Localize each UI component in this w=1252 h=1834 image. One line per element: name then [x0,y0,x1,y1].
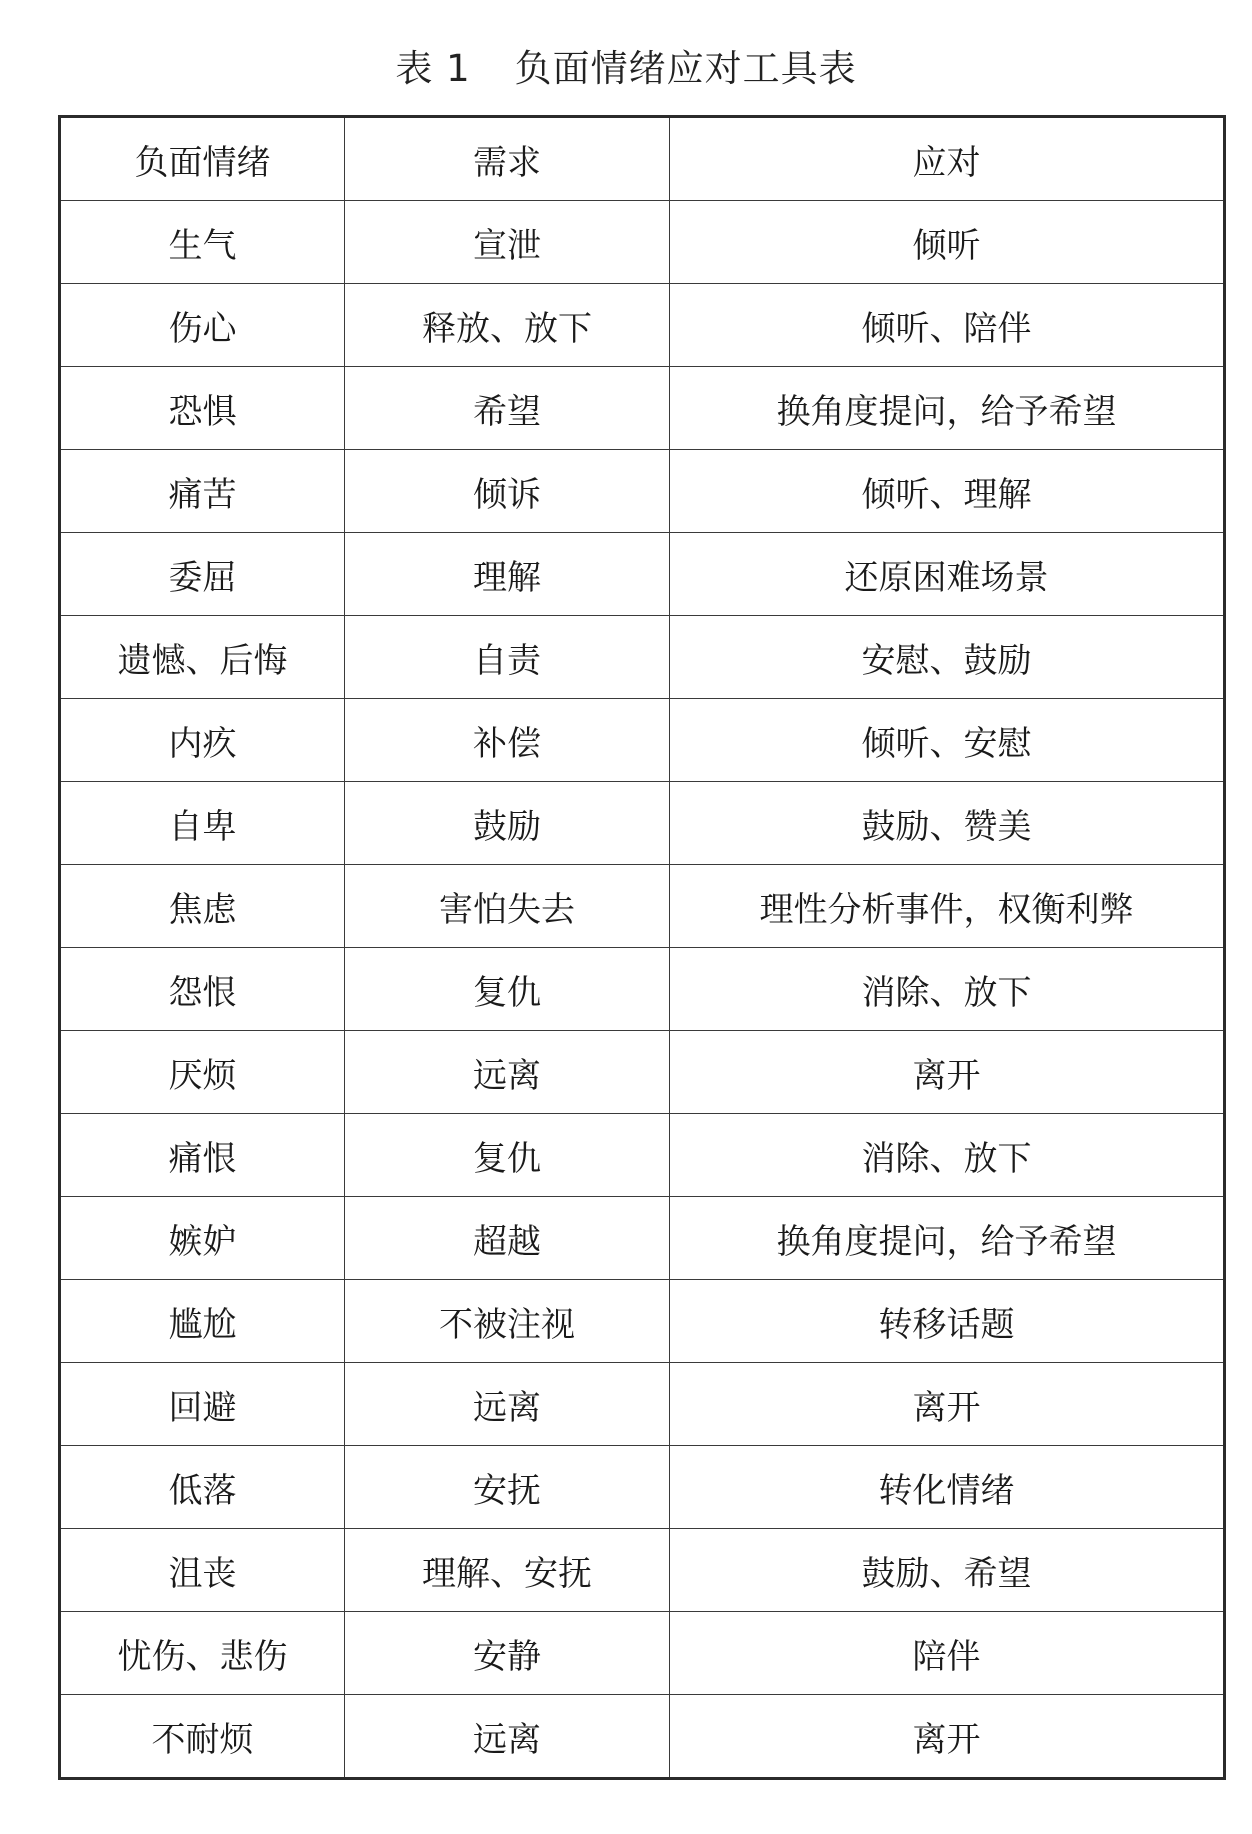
cell-emotion: 痛苦 [60,450,345,533]
table-row [60,1114,1225,1197]
cell-need: 希望 [345,367,670,450]
cell-need: 远离 [345,1695,670,1779]
cell-emotion: 沮丧 [60,1529,345,1612]
cell-response: 换角度提问，给予希望 [670,367,1225,450]
table-row [60,1031,1225,1114]
cell-emotion: 内疚 [60,699,345,782]
cell-response: 倾听 [670,201,1225,284]
cell-need: 理解、安抚 [345,1529,670,1612]
cell-response: 还原困难场景 [670,533,1225,616]
table-row [60,1446,1225,1529]
table-row [60,1280,1225,1363]
cell-emotion: 嫉妒 [60,1197,345,1280]
cell-emotion: 委屈 [60,533,345,616]
cell-need: 远离 [345,1363,670,1446]
cell-response: 换角度提问，给予希望 [670,1197,1225,1280]
cell-need: 远离 [345,1031,670,1114]
header-response: 应对 [670,117,1225,201]
cell-emotion: 尴尬 [60,1280,345,1363]
cell-emotion: 厌烦 [60,1031,345,1114]
cell-emotion: 恐惧 [60,367,345,450]
table-row [60,1197,1225,1280]
cell-emotion: 自卑 [60,782,345,865]
table-row [60,284,1225,367]
cell-response: 鼓励、赞美 [670,782,1225,865]
cell-need: 安抚 [345,1446,670,1529]
cell-need: 复仇 [345,948,670,1031]
cell-response: 离开 [670,1031,1225,1114]
header-need: 需求 [345,117,670,201]
cell-need: 复仇 [345,1114,670,1197]
cell-emotion: 回避 [60,1363,345,1446]
table-caption [0,38,1252,92]
table-row [60,616,1225,699]
cell-need: 理解 [345,533,670,616]
cell-emotion: 忧伤、悲伤 [60,1612,345,1695]
table-row [60,201,1225,284]
cell-response: 转化情绪 [670,1446,1225,1529]
cell-emotion: 痛恨 [60,1114,345,1197]
cell-response: 安慰、鼓励 [670,616,1225,699]
cell-need: 补偿 [345,699,670,782]
table-row [60,782,1225,865]
table-row [60,1612,1225,1695]
cell-response: 鼓励、希望 [670,1529,1225,1612]
header-row [60,117,1225,201]
table-title: 负面情绪应对工具表 [514,47,857,90]
cell-need: 安静 [345,1612,670,1695]
table-row [60,367,1225,450]
cell-emotion: 不耐烦 [60,1695,345,1779]
cell-response: 离开 [670,1363,1225,1446]
table-row [60,1529,1225,1612]
cell-need: 超越 [345,1197,670,1280]
cell-need: 倾诉 [345,450,670,533]
cell-response: 离开 [670,1695,1225,1779]
emotion-coping-table [58,115,1226,1780]
table-row [60,450,1225,533]
cell-response: 转移话题 [670,1280,1225,1363]
table-number: 表 1 [395,47,471,90]
cell-emotion: 低落 [60,1446,345,1529]
cell-response: 消除、放下 [670,1114,1225,1197]
cell-emotion: 怨恨 [60,948,345,1031]
header-emotion: 负面情绪 [60,117,345,201]
cell-response: 倾听、安慰 [670,699,1225,782]
cell-need: 自责 [345,616,670,699]
cell-need: 害怕失去 [345,865,670,948]
cell-need: 鼓励 [345,782,670,865]
table-row [60,1363,1225,1446]
cell-emotion: 遗憾、后悔 [60,616,345,699]
cell-response: 理性分析事件，权衡利弊 [670,865,1225,948]
cell-response: 倾听、理解 [670,450,1225,533]
cell-need: 释放、放下 [345,284,670,367]
table-row [60,699,1225,782]
cell-emotion: 生气 [60,201,345,284]
table-row [60,948,1225,1031]
cell-need: 不被注视 [345,1280,670,1363]
cell-emotion: 伤心 [60,284,345,367]
cell-response: 消除、放下 [670,948,1225,1031]
table-row [60,533,1225,616]
table-row [60,865,1225,948]
table-row [60,1695,1225,1779]
cell-response: 陪伴 [670,1612,1225,1695]
cell-emotion: 焦虑 [60,865,345,948]
cell-need: 宣泄 [345,201,670,284]
cell-response: 倾听、陪伴 [670,284,1225,367]
